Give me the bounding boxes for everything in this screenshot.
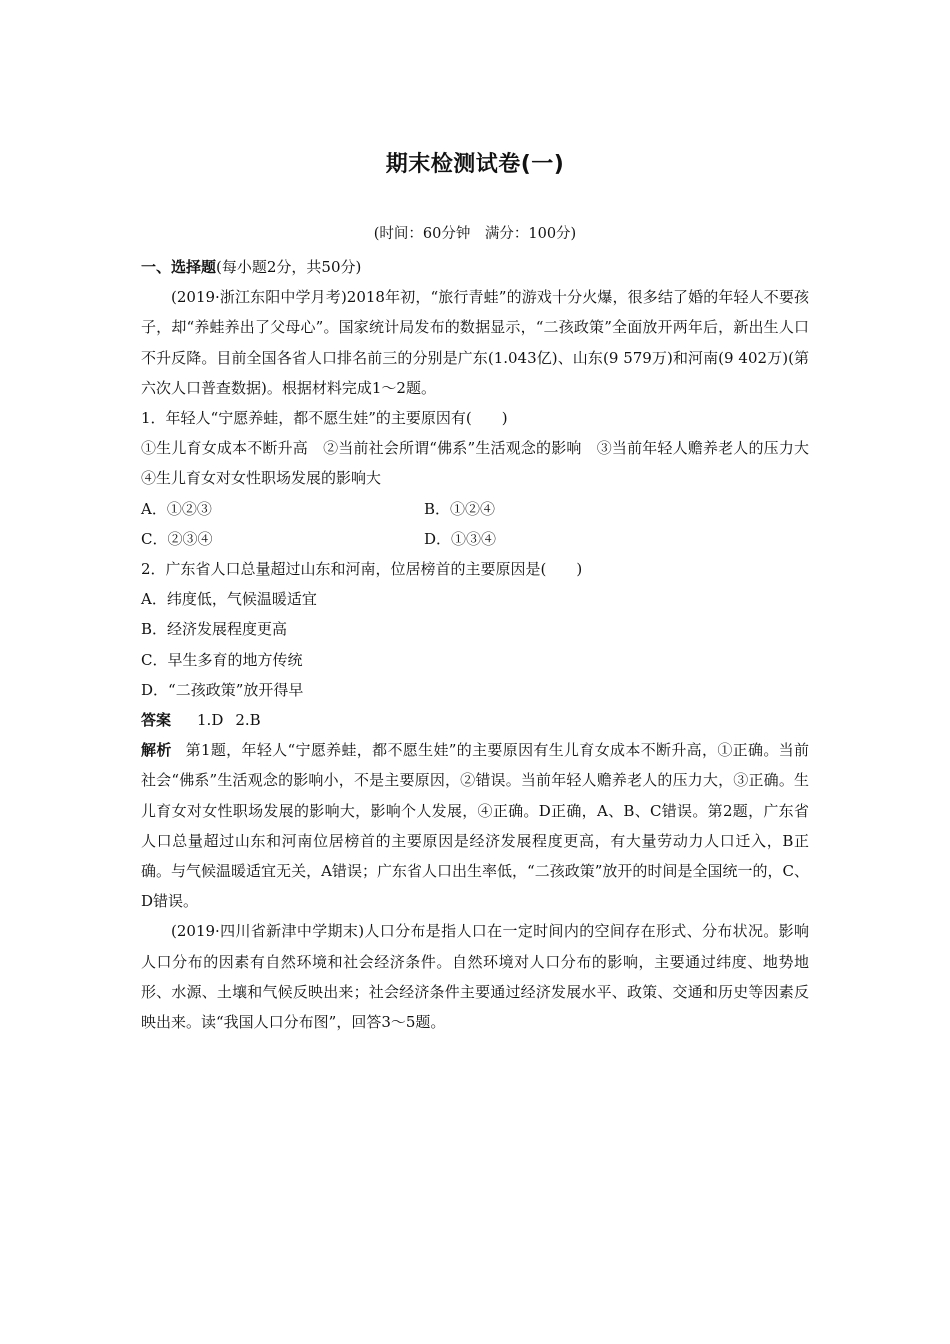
section-title: 一、选择题 [141,258,217,276]
q2-option-c: C．早生多育的地方传统 [141,650,303,669]
option-b: B．①②④ [424,499,496,518]
q2-option-a: A．纬度低，气候温暖适宜 [141,590,317,609]
material-paragraph-2: (2019·四川省新津中学期末)人口分布是指人口在一定时间内的空间存在形式、分布状况。影响人口分布的因素有自然环境和社会经济条件。自然环境对人口分布的影响，主要通过纬度、地势地形、水源、土壤和气候反映出来；社会经济条件主要通过经济发展水平、政策、交通和历史等因素反映出来。读“我国人口分布图”，回答3～5题。 [141,922,809,1031]
question-1-options-row-1 [141,494,809,524]
answer-value-1: 1.D [197,710,224,729]
option-a: A．①②③ [141,499,212,518]
q2-option-b: B．经济发展程度更高 [141,620,288,639]
section-note: (每小题2分，共50分) [216,258,362,276]
analysis-label: 解析 [141,741,172,760]
answer-line [141,705,809,735]
answer-label: 答案 [141,710,172,729]
analysis-paragraph [141,735,809,916]
exam-info: (时间：60分钟 满分：100分) [373,226,577,242]
page-title: 期末检测试卷(一) [385,152,565,177]
option-d: D．①③④ [424,529,497,548]
option-c: C．②③④ [141,529,213,548]
analysis-text: 第1题，年轻人“宁愿养蛙，都不愿生娃”的主要原因有生儿育女成本不断升高，①正确。当前社会“佛系”生活观念的影响小，不是主要原因，②错误。当前年轻人赡养老人的压力大，③正确。生儿育女对女性职场发展的影响大，影响个人发展，④正确。D正确，A、B、C错误。第2题，广东省人口总量超过山东和河南位居榜首的主要原因是经济发展程度更高，有大量劳动力人口迁入，B正确。与气候温暖适宜无关，A错误；广东省人口出生率低，“二孩政策”放开的时间是全国统一的，C、D错误。 [141,741,809,911]
document-body [141,252,825,1037]
question-2-stem: 2．广东省人口总量超过山东和河南，位居榜首的主要原因是( ) [141,559,583,578]
question-1-items: ①生儿育女成本不断升高 ②当前社会所谓“佛系”生活观念的影响 ③当前年轻人赡养老人的压力大 ④生儿育女对女性职场发展的影响大 [141,439,825,488]
question-1-options-row-2 [141,524,809,554]
material-paragraph-1: (2019·浙江东阳中学月考)2018年初，“旅行青蛙”的游戏十分火爆，很多结了婚的年轻人不要孩子，却“养蛙养出了父母心”。国家统计局发布的数据显示，“二孩政策”全面放开两年后，新出生人口不升反降。目前全国各省人口排名前三的分别是广东(1.043亿)、山东(9 579万)和河南(9 402万)(第六次人口普查数据)。根据材料完成1～2题。 [141,288,809,397]
section-heading [141,252,809,282]
q2-option-d: D．“二孩政策”放开得早 [141,680,304,699]
answer-value-2: 2.B [235,710,261,729]
question-1-stem: 1．年轻人“宁愿养蛙，都不愿生娃”的主要原因有( ) [141,409,508,427]
